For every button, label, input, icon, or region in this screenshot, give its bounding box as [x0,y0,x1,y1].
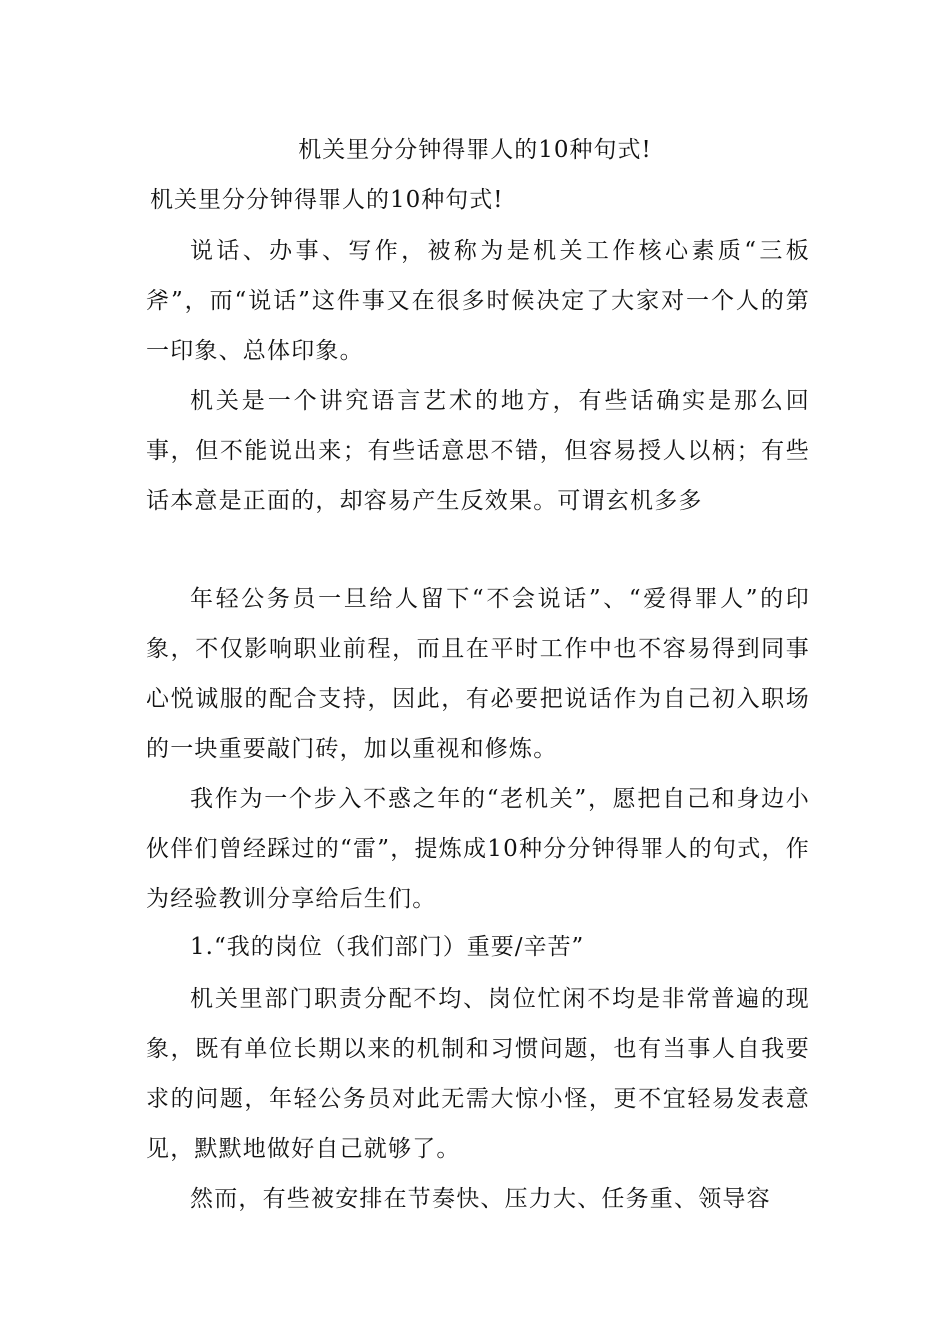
document-title: 机关里分分钟得罪人的10种句式! [298,137,652,163]
paragraph-language-art: 机关是一个讲究语言艺术的地方，有些话确实是那么回事，但不能说出来；有些话意思不错，但容易授人以柄；有些话本意是正面的，却容易产生反效果。可谓玄机多多 [146,388,810,514]
paragraph-intro: 说话、办事、写作，被称为是机关工作核心素质“三板斧”，而“说话”这件事又在很多时候决定了大家对一个人的第一印象、总体印象。 [146,238,810,364]
paragraph-author-experience: 我作为一个步入不惑之年的“老机关”，愿把自己和身边小伙伴们曾经踩过的“雷”，提炼成10种分分钟得罪人的句式，作为经验教训分享给后生们。 [146,786,810,912]
paragraph-section-1: 机关里部门职责分配不均、岗位忙闲不均是非常普遍的现象，既有单位长期以来的机制和习惯问题，也有当事人自我要求的问题，年轻公务员对此无需大惊小怪，更不宜轻易发表意见，默默地做好自己就够了。 [146,986,810,1162]
paragraph-young-civil-servants: 年轻公务员一旦给人留下“不会说话”、“爱得罪人”的印象，不仅影响职业前程，而且在平时工作中也不容易得到同事心悦诚服的配合支持，因此，有必要把说话作为自己初入职场的一块重要敲门砖，加以重视和修炼。 [146,586,810,762]
document-subtitle: 机关里分分钟得罪人的10种句式! [150,187,504,213]
section-heading-1: 1.“我的岗位（我们部门）重要/辛苦” [190,934,585,960]
paragraph-section-1-continued: 然而，有些被安排在节奏快、压力大、任务重、领导容 [190,1186,771,1212]
